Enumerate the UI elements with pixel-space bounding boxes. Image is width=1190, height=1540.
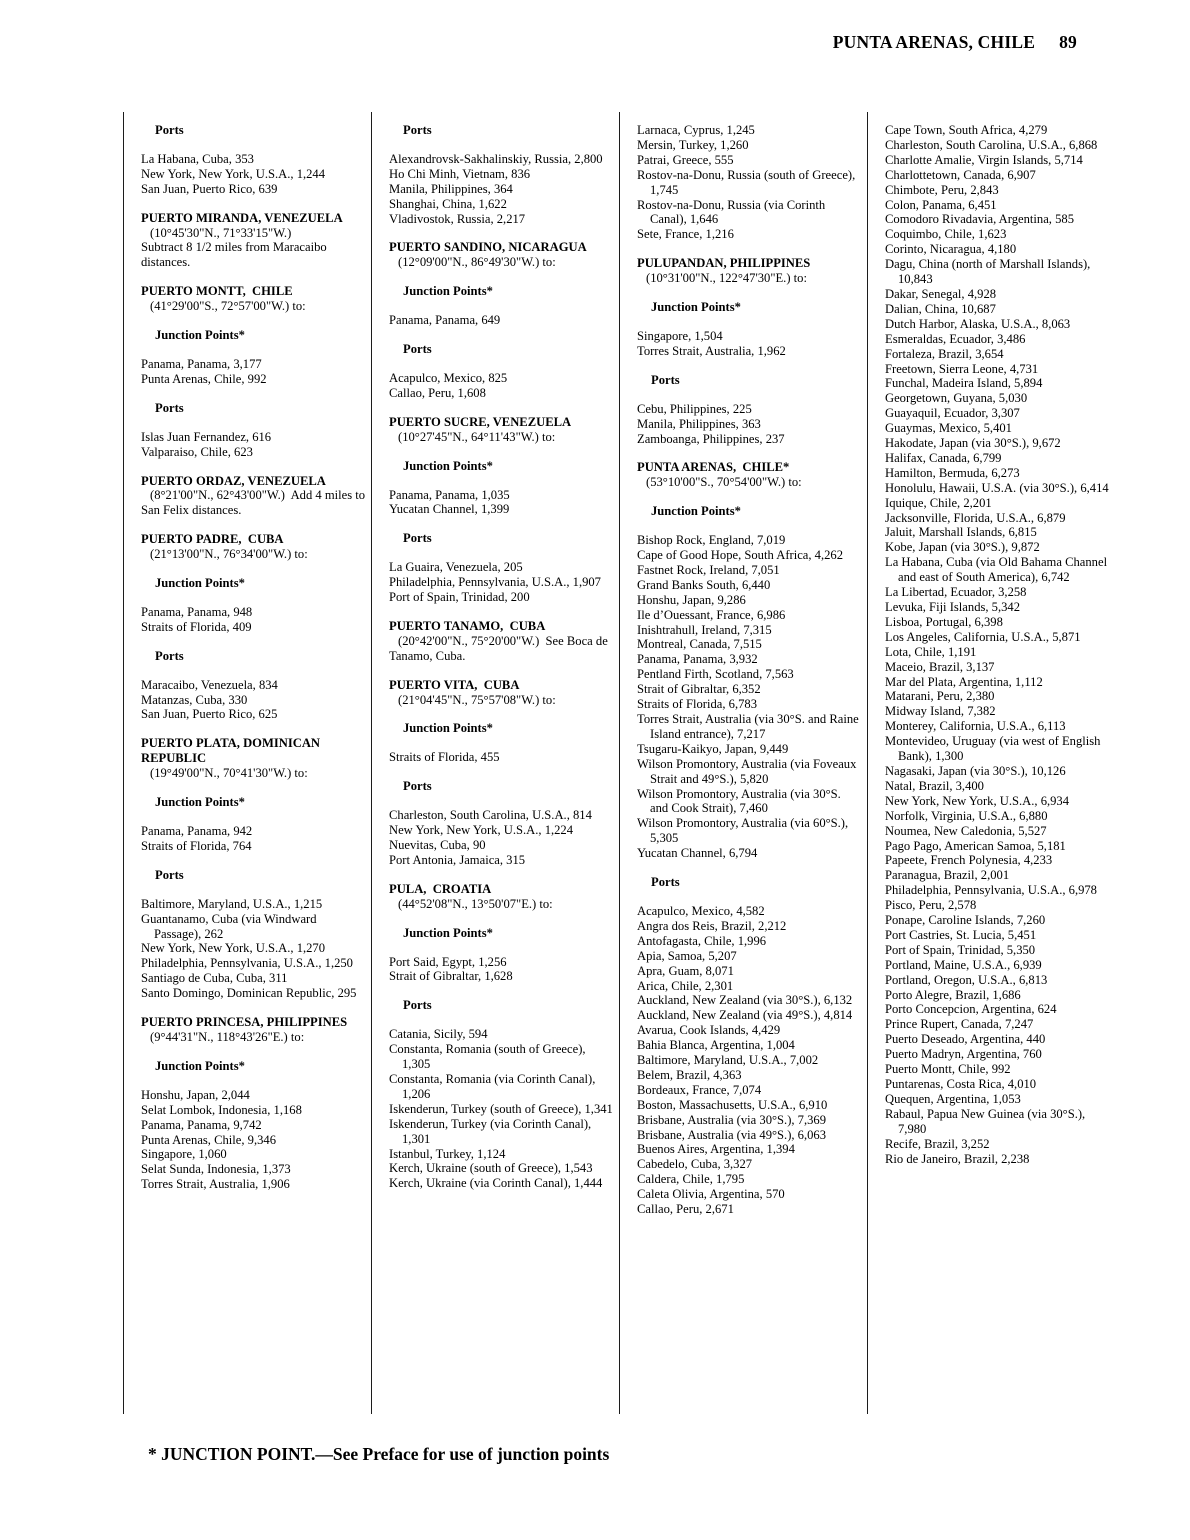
junction-points-subheading: Junction Points* — [155, 328, 245, 343]
port-distance-entry: Grand Banks South, 6,440 — [637, 577, 771, 592]
port-distance-entry: Inishtrahull, Ireland, 7,315 — [637, 622, 772, 637]
port-distance-entry: Dagu, China (north of Marshall Islands), 10,843 — [885, 257, 1091, 287]
coordinates-line: (10°45'30"N., 71°33'15"W.) — [150, 225, 292, 240]
port-distance-entry: Porto Alegre, Brazil, 1,686 — [885, 987, 1021, 1002]
port-distance-entry: Coquimbo, Chile, 1,623 — [885, 227, 1007, 242]
ports-subheading: Ports — [403, 531, 432, 546]
port-distance-entry: Panama, Panama, 948 — [141, 604, 253, 619]
port-distance-entry: Port Castries, St. Lucia, 5,451 — [885, 927, 1037, 942]
port-distance-entry: Papeete, French Polynesia, 4,233 — [885, 853, 1053, 868]
coordinates-line: (44°52'08"N., 13°50'07"E.) to: — [398, 896, 553, 911]
port-section-heading: PUERTO ORDAZ, VENEZUELA — [141, 473, 326, 488]
port-distance-entry: Port of Spain, Trinidad, 200 — [389, 590, 530, 605]
ports-subheading: Ports — [403, 342, 432, 357]
port-distance-entry: Levuka, Fiji Islands, 5,342 — [885, 600, 1021, 614]
port-distance-entry: Montevideo, Uruguay (via west of English Bank), 1,300 — [885, 734, 1101, 764]
coordinates-line: (20°42'00"N., 75°20'00"W.) See Boca de Tanamo, Cuba. — [389, 633, 611, 663]
port-distance-entry: Dakar, Senegal, 4,928 — [885, 286, 997, 301]
coordinates-line: (21°13'00"N., 76°34'00"W.) to: — [150, 547, 308, 562]
port-distance-entry: Corinto, Nicaragua, 4,180 — [885, 242, 1017, 257]
column-3 — [619, 112, 867, 1414]
port-distance-entry: Baltimore, Maryland, U.S.A., 7,002 — [637, 1053, 819, 1068]
port-distance-entry: New York, New York, U.S.A., 6,934 — [885, 793, 1070, 808]
port-distance-entry: Kobe, Japan (via 30°S.), 9,872 — [885, 540, 1040, 555]
port-distance-entry: Panama, Panama, 1,035 — [389, 487, 510, 502]
port-section-heading: PUERTO MONTT, CHILE — [141, 284, 293, 299]
port-distance-entry: Hakodate, Japan (via 30°S.), 9,672 — [885, 436, 1061, 451]
port-distance-entry: Mersin, Turkey, 1,260 — [637, 137, 749, 152]
port-distance-entry: Puerto Deseado, Argentina, 440 — [885, 1032, 1046, 1047]
port-distance-entry: Larnaca, Cyprus, 1,245 — [637, 123, 755, 137]
port-distance-entry: New York, New York, U.S.A., 1,224 — [389, 823, 574, 838]
port-distance-entry: Acapulco, Mexico, 4,582 — [637, 903, 765, 918]
port-distance-entry: Midway Island, 7,382 — [885, 704, 996, 719]
port-distance-entry: Recife, Brazil, 3,252 — [885, 1136, 990, 1151]
port-distance-entry: Maracaibo, Venezuela, 834 — [141, 677, 278, 692]
port-distance-entry: Belem, Brazil, 4,363 — [637, 1067, 742, 1082]
port-distance-entry: Charleston, South Carolina, U.S.A., 814 — [389, 808, 592, 823]
port-distance-entry: Antofagasta, Chile, 1,996 — [637, 933, 767, 948]
port-distance-entry: Constanta, Romania (south of Greece), 1,305 — [389, 1042, 586, 1072]
port-distance-entry: Honshu, Japan, 2,044 — [141, 1087, 250, 1102]
port-distance-entry: Mar del Plata, Argentina, 1,112 — [885, 674, 1043, 689]
port-distance-entry: Maceio, Brazil, 3,137 — [885, 659, 995, 674]
port-distance-entry: Brisbane, Australia (via 30°S.), 7,369 — [637, 1112, 827, 1127]
port-distance-entry: Yucatan Channel, 6,794 — [637, 846, 758, 861]
port-distance-entry: Baltimore, Maryland, U.S.A., 1,215 — [141, 896, 323, 911]
coordinates-line: (8°21'00"N., 62°43'00"W.) Add 4 miles to San Felix distances. — [141, 488, 369, 518]
port-distance-entry: Nuevitas, Cuba, 90 — [389, 838, 486, 852]
port-distance-entry: Hamilton, Bermuda, 6,273 — [885, 465, 1020, 480]
port-section-heading: PUERTO VITA, CUBA — [389, 677, 520, 692]
port-distance-entry: Charleston, South Carolina, U.S.A., 6,868 — [885, 137, 1098, 152]
port-distance-entry: Ile d’Ouessant, France, 6,986 — [637, 607, 786, 622]
port-distance-entry: Prince Rupert, Canada, 7,247 — [885, 1017, 1034, 1032]
port-distance-entry: Guantanamo, Cuba (via Windward Passage), 262 — [141, 911, 317, 941]
junction-points-subheading: Junction Points* — [403, 925, 493, 940]
port-distance-entry: Torres Strait, Australia, 1,962 — [637, 343, 786, 358]
coordinates-line: (10°31'00"N., 122°47'30"E.) to: — [646, 271, 807, 286]
port-section-heading: PUERTO SUCRE, VENEZUELA — [389, 414, 572, 429]
port-distance-entry: Ho Chi Minh, Vietnam, 836 — [389, 166, 531, 181]
port-distance-entry: Constanta, Romania (via Corinth Canal), 1,206 — [389, 1071, 596, 1101]
port-distance-entry: Callao, Peru, 1,608 — [389, 385, 486, 400]
port-distance-entry: Paranagua, Brazil, 2,001 — [885, 868, 1010, 883]
port-distance-entry: Monterey, California, U.S.A., 6,113 — [885, 719, 1066, 734]
port-distance-entry: Matanzas, Cuba, 330 — [141, 692, 248, 707]
port-distance-entry: Istanbul, Turkey, 1,124 — [389, 1146, 506, 1161]
column-1 — [123, 112, 371, 1414]
port-distance-entry: Catania, Sicily, 594 — [389, 1027, 488, 1042]
port-distance-entry: Georgetown, Guyana, 5,030 — [885, 391, 1028, 406]
port-distance-entry: New York, New York, U.S.A., 1,244 — [141, 166, 326, 181]
ports-subheading: Ports — [403, 779, 432, 794]
coordinates-line: (10°27'45"N., 64°11'43"W.) to: — [398, 429, 556, 444]
port-distance-entry: Sete, France, 1,216 — [637, 227, 734, 242]
port-distance-entry: Callao, Peru, 2,671 — [637, 1202, 734, 1217]
port-distance-entry: La Libertad, Ecuador, 3,258 — [885, 585, 1027, 600]
port-distance-entry: Angra dos Reis, Brazil, 2,212 — [637, 918, 787, 933]
port-distance-entry: Colon, Panama, 6,451 — [885, 197, 997, 212]
ports-subheading: Ports — [155, 400, 184, 415]
port-distance-entry: Natal, Brazil, 3,400 — [885, 778, 984, 793]
junction-points-subheading: Junction Points* — [651, 504, 741, 519]
port-distance-entry: Ponape, Caroline Islands, 7,260 — [885, 913, 1046, 928]
coordinates-line: (12°09'00"N., 86°49'30"W.) to: — [398, 255, 556, 270]
port-distance-entry: Caldera, Chile, 1,795 — [637, 1172, 745, 1187]
port-distance-entry: Torres Strait, Australia, 1,906 — [141, 1177, 290, 1192]
port-distance-entry: Rostov-na-Donu, Russia (via Corinth Canal), 1,646 — [637, 197, 826, 227]
port-distance-entry: Acapulco, Mexico, 825 — [389, 370, 508, 385]
port-distance-entry: Dalian, China, 10,687 — [885, 301, 996, 316]
port-distance-entry: Strait of Gibraltar, 6,352 — [637, 682, 761, 697]
port-distance-entry: Fastnet Rock, Ireland, 7,051 — [637, 562, 780, 577]
port-distance-entry: Selat Lombok, Indonesia, 1,168 — [141, 1102, 302, 1117]
port-distance-entry: Kerch, Ukraine (via Corinth Canal), 1,444 — [389, 1176, 603, 1191]
port-distance-entry: Bahia Blanca, Argentina, 1,004 — [637, 1038, 795, 1053]
port-distance-entry: Freetown, Sierra Leone, 4,731 — [885, 361, 1039, 376]
port-distance-entry: Singapore, 1,060 — [141, 1147, 227, 1162]
port-distance-entry: La Habana, Cuba (via Old Bahama Channel and east of South America), 6,742 — [885, 555, 1108, 585]
port-distance-entry: San Juan, Puerto Rico, 639 — [141, 181, 278, 196]
port-distance-entry: Iquique, Chile, 2,201 — [885, 495, 992, 510]
port-distance-entry: Honshu, Japan, 9,286 — [637, 592, 746, 607]
port-distance-entry: Punta Arenas, Chile, 992 — [141, 371, 267, 386]
port-distance-entry: Pisco, Peru, 2,578 — [885, 898, 977, 913]
port-distance-entry: Montreal, Canada, 7,515 — [637, 637, 762, 652]
port-distance-entry: Port Antonia, Jamaica, 315 — [389, 852, 526, 867]
running-head-title: PUNTA ARENAS, CHILE — [832, 32, 1036, 52]
coordinates-line: (19°49'00"N., 70°41'30"W.) to: — [150, 766, 308, 781]
port-distance-entry: Cebu, Philippines, 225 — [637, 401, 752, 416]
port-distance-entry: Straits of Florida, 6,783 — [637, 697, 757, 712]
port-distance-entry: Valparaiso, Chile, 623 — [141, 444, 253, 459]
port-distance-entry: Port of Spain, Trinidad, 5,350 — [885, 942, 1036, 957]
port-distance-entry: Puerto Montt, Chile, 992 — [885, 1062, 1011, 1077]
junction-points-subheading: Junction Points* — [403, 284, 493, 299]
port-distance-entry: Jaluit, Marshall Islands, 6,815 — [885, 525, 1037, 540]
junction-points-subheading: Junction Points* — [651, 300, 741, 315]
ports-subheading: Ports — [155, 648, 184, 663]
coordinates-line: (21°04'45"N., 75°57'08"W.) to: — [398, 692, 556, 707]
port-distance-entry: Kerch, Ukraine (south of Greece), 1,543 — [389, 1161, 593, 1176]
ports-subheading: Ports — [403, 998, 432, 1013]
port-distance-entry: Bordeaux, France, 7,074 — [637, 1082, 762, 1097]
port-section-heading: PUNTA ARENAS, CHILE* — [637, 460, 790, 475]
port-distance-entry: Esmeraldas, Ecuador, 3,486 — [885, 331, 1026, 346]
port-distance-entry: Funchal, Madeira Island, 5,894 — [885, 376, 1043, 391]
port-distance-entry: Avarua, Cook Islands, 4,429 — [637, 1023, 781, 1038]
port-distance-entry: Lota, Chile, 1,191 — [885, 644, 977, 659]
port-distance-entry: Porto Concepcion, Argentina, 624 — [885, 1002, 1057, 1017]
port-section-heading: PUERTO TANAMO, CUBA — [389, 618, 546, 633]
port-distance-entry: Selat Sunda, Indonesia, 1,373 — [141, 1162, 291, 1177]
port-distance-entry: Manila, Philippines, 363 — [637, 416, 761, 431]
port-distance-entry: Charlotte Amalie, Virgin Islands, 5,714 — [885, 152, 1083, 167]
port-distance-entry: Boston, Massachusetts, U.S.A., 6,910 — [637, 1097, 828, 1112]
port-distance-entry: Rostov-na-Donu, Russia (south of Greece), 1,745 — [637, 167, 856, 197]
note-line: Subtract 8 1/2 miles from Maracaibo distances. — [141, 240, 327, 270]
port-section-heading: PUERTO PRINCESA, PHILIPPINES — [141, 1015, 348, 1030]
port-distance-entry: Cape Town, South Africa, 4,279 — [885, 123, 1048, 137]
port-distance-entry: Port Said, Egypt, 1,256 — [389, 954, 507, 969]
port-section-heading: PULUPANDAN, PHILIPPINES — [637, 256, 811, 271]
port-distance-entry: Panama, Panama, 3,177 — [141, 356, 262, 371]
port-distance-entry: Apia, Samoa, 5,207 — [637, 948, 737, 963]
port-distance-entry: Charlottetown, Canada, 6,907 — [885, 167, 1036, 182]
junction-points-subheading: Junction Points* — [403, 721, 493, 736]
port-distance-entry: Pentland Firth, Scotland, 7,563 — [637, 667, 794, 682]
port-distance-entry: Islas Juan Fernandez, 616 — [141, 429, 272, 444]
port-distance-entry: Caleta Olivia, Argentina, 570 — [637, 1187, 785, 1202]
port-distance-entry: Panama, Panama, 3,932 — [637, 652, 758, 667]
port-distance-entry: Auckland, New Zealand (via 49°S.), 4,814 — [637, 1008, 853, 1023]
coordinates-line: (41°29'00"S., 72°57'00"W.) to: — [150, 299, 306, 314]
port-distance-entry: Guayaquil, Ecuador, 3,307 — [885, 406, 1020, 421]
port-distance-entry: Iskenderun, Turkey (south of Greece), 1,341 — [389, 1101, 613, 1116]
port-distance-entry: Norfolk, Virginia, U.S.A., 6,880 — [885, 808, 1048, 823]
port-distance-entry: Panama, Panama, 942 — [141, 824, 253, 838]
ports-subheading: Ports — [155, 123, 184, 137]
port-distance-entry: Zamboanga, Philippines, 237 — [637, 431, 785, 446]
ports-subheading: Ports — [651, 372, 680, 387]
column-4 — [867, 112, 1115, 1414]
port-distance-entry: Straits of Florida, 455 — [389, 750, 500, 765]
port-distance-entry: San Juan, Puerto Rico, 625 — [141, 707, 278, 722]
page-header — [833, 32, 1077, 53]
port-distance-entry: Noumea, New Caledonia, 5,527 — [885, 823, 1047, 838]
junction-points-subheading: Junction Points* — [155, 1058, 245, 1073]
port-distance-entry: Matarani, Peru, 2,380 — [885, 689, 995, 704]
port-distance-entry: Tsugaru-Kaikyo, Japan, 9,449 — [637, 741, 789, 756]
junction-points-subheading: Junction Points* — [155, 576, 245, 591]
port-distance-entry: Cabedelo, Cuba, 3,327 — [637, 1157, 753, 1172]
columns-container — [123, 112, 1117, 1414]
port-distance-entry: Chimbote, Peru, 2,843 — [885, 182, 999, 197]
port-distance-entry: Guaymas, Mexico, 5,401 — [885, 421, 1012, 436]
port-distance-entry: Auckland, New Zealand (via 30°S.), 6,132 — [637, 993, 853, 1008]
port-distance-entry: Apra, Guam, 8,071 — [637, 963, 734, 978]
port-distance-entry: La Habana, Cuba, 353 — [141, 151, 254, 166]
port-distance-entry: New York, New York, U.S.A., 1,270 — [141, 941, 326, 956]
page-number: 89 — [1059, 32, 1077, 52]
port-distance-entry: Dutch Harbor, Alaska, U.S.A., 8,063 — [885, 316, 1071, 331]
port-distance-entry: Straits of Florida, 764 — [141, 838, 252, 853]
port-distance-entry: Panama, Panama, 9,742 — [141, 1117, 262, 1132]
port-distance-entry: Philadelphia, Pennsylvania, U.S.A., 1,907 — [389, 575, 601, 590]
port-distance-entry: Nagasaki, Japan (via 30°S.), 10,126 — [885, 763, 1066, 778]
port-distance-entry: Singapore, 1,504 — [637, 328, 723, 343]
port-distance-entry: Panama, Panama, 649 — [389, 313, 501, 328]
port-distance-entry: Vladivostok, Russia, 2,217 — [389, 211, 526, 226]
port-distance-entry: Straits of Florida, 409 — [141, 619, 252, 634]
port-distance-entry: Portland, Oregon, U.S.A., 6,813 — [885, 972, 1048, 987]
ports-subheading: Ports — [155, 867, 184, 882]
port-section-heading: PUERTO PLATA, DOMINICAN REPUBLIC — [141, 736, 324, 766]
port-distance-entry: Philadelphia, Pennsylvania, U.S.A., 1,250 — [141, 956, 353, 971]
junction-points-subheading: Junction Points* — [155, 795, 245, 810]
port-distance-entry: Quequen, Argentina, 1,053 — [885, 1091, 1021, 1106]
port-distance-entry: Wilson Promontory, Australia (via Foveaux Strait and 49°S.), 5,820 — [637, 756, 857, 786]
port-distance-entry: Fortaleza, Brazil, 3,654 — [885, 346, 1004, 361]
ports-subheading: Ports — [651, 875, 680, 890]
port-distance-entry: Philadelphia, Pennsylvania, U.S.A., 6,978 — [885, 883, 1097, 898]
port-distance-entry: Manila, Philippines, 364 — [389, 181, 513, 196]
port-distance-entry: Iskenderun, Turkey (via Corinth Canal), 1,301 — [389, 1116, 592, 1146]
port-distance-entry: Halifax, Canada, 6,799 — [885, 450, 1002, 465]
port-distance-entry: Comodoro Rivadavia, Argentina, 585 — [885, 212, 1074, 227]
port-distance-entry: Strait of Gibraltar, 1,628 — [389, 969, 513, 984]
ports-subheading: Ports — [403, 123, 432, 137]
port-distance-entry: Rio de Janeiro, Brazil, 2,238 — [885, 1151, 1030, 1166]
port-distance-entry: Yucatan Channel, 1,399 — [389, 502, 510, 517]
port-distance-entry: Jacksonville, Florida, U.S.A., 6,879 — [885, 510, 1066, 525]
port-distance-entry: Los Angeles, California, U.S.A., 5,871 — [885, 629, 1081, 644]
port-distance-entry: Lisboa, Portugal, 6,398 — [885, 614, 1003, 629]
port-distance-entry: Punta Arenas, Chile, 9,346 — [141, 1132, 277, 1147]
port-section-heading: PUERTO SANDINO, NICARAGUA — [389, 240, 587, 255]
port-distance-entry: Pago Pago, American Samoa, 5,181 — [885, 838, 1066, 853]
junction-point-footnote: * JUNCTION POINT.—See Preface for use of junction points — [148, 1444, 610, 1464]
port-distance-entry: La Guaira, Venezuela, 205 — [389, 560, 523, 575]
column-2 — [371, 112, 619, 1414]
port-distance-entry: Wilson Promontory, Australia (via 30°S. and Cook Strait), 7,460 — [637, 786, 841, 816]
port-distance-entry: Honolulu, Hawaii, U.S.A. (via 30°S.), 6,414 — [885, 480, 1109, 495]
port-distance-entry: Alexandrovsk-Sakhalinskiy, Russia, 2,800 — [389, 151, 603, 166]
port-distance-entry: Brisbane, Australia (via 49°S.), 6,063 — [637, 1127, 827, 1142]
port-section-heading: PUERTO MIRANDA, VENEZUELA — [141, 210, 343, 225]
port-section-heading: PUERTO PADRE, CUBA — [141, 532, 284, 547]
port-distance-entry: Shanghai, China, 1,622 — [389, 196, 507, 211]
port-distance-entry: Rabaul, Papua New Guinea (via 30°S.), 7,980 — [885, 1106, 1086, 1136]
port-distance-entry: Wilson Promontory, Australia (via 60°S.), 5,305 — [637, 816, 849, 846]
coordinates-line: (53°10'00"S., 70°54'00"W.) to: — [646, 475, 802, 490]
port-distance-entry: Torres Strait, Australia (via 30°S. and Raine Island entrance), 7,217 — [637, 712, 859, 741]
port-section-heading: PULA, CROATIA — [389, 881, 492, 896]
junction-points-subheading: Junction Points* — [403, 458, 493, 473]
port-distance-entry: Santiago de Cuba, Cuba, 311 — [141, 971, 288, 986]
port-distance-entry: Cape of Good Hope, South Africa, 4,262 — [637, 548, 844, 563]
port-distance-entry: Santo Domingo, Dominican Republic, 295 — [141, 986, 357, 1001]
port-distance-entry: Bishop Rock, England, 7,019 — [637, 533, 786, 548]
port-distance-entry: Portland, Maine, U.S.A., 6,939 — [885, 957, 1042, 972]
coordinates-line: (9°44'31"N., 118°43'26"E.) to: — [150, 1029, 305, 1044]
port-distance-entry: Buenos Aires, Argentina, 1,394 — [637, 1142, 795, 1157]
port-distance-entry: Puntarenas, Costa Rica, 4,010 — [885, 1077, 1037, 1091]
port-distance-entry: Puerto Madryn, Argentina, 760 — [885, 1047, 1042, 1062]
port-distance-entry: Patrai, Greece, 555 — [637, 152, 734, 167]
port-distance-entry: Arica, Chile, 2,301 — [637, 978, 734, 993]
